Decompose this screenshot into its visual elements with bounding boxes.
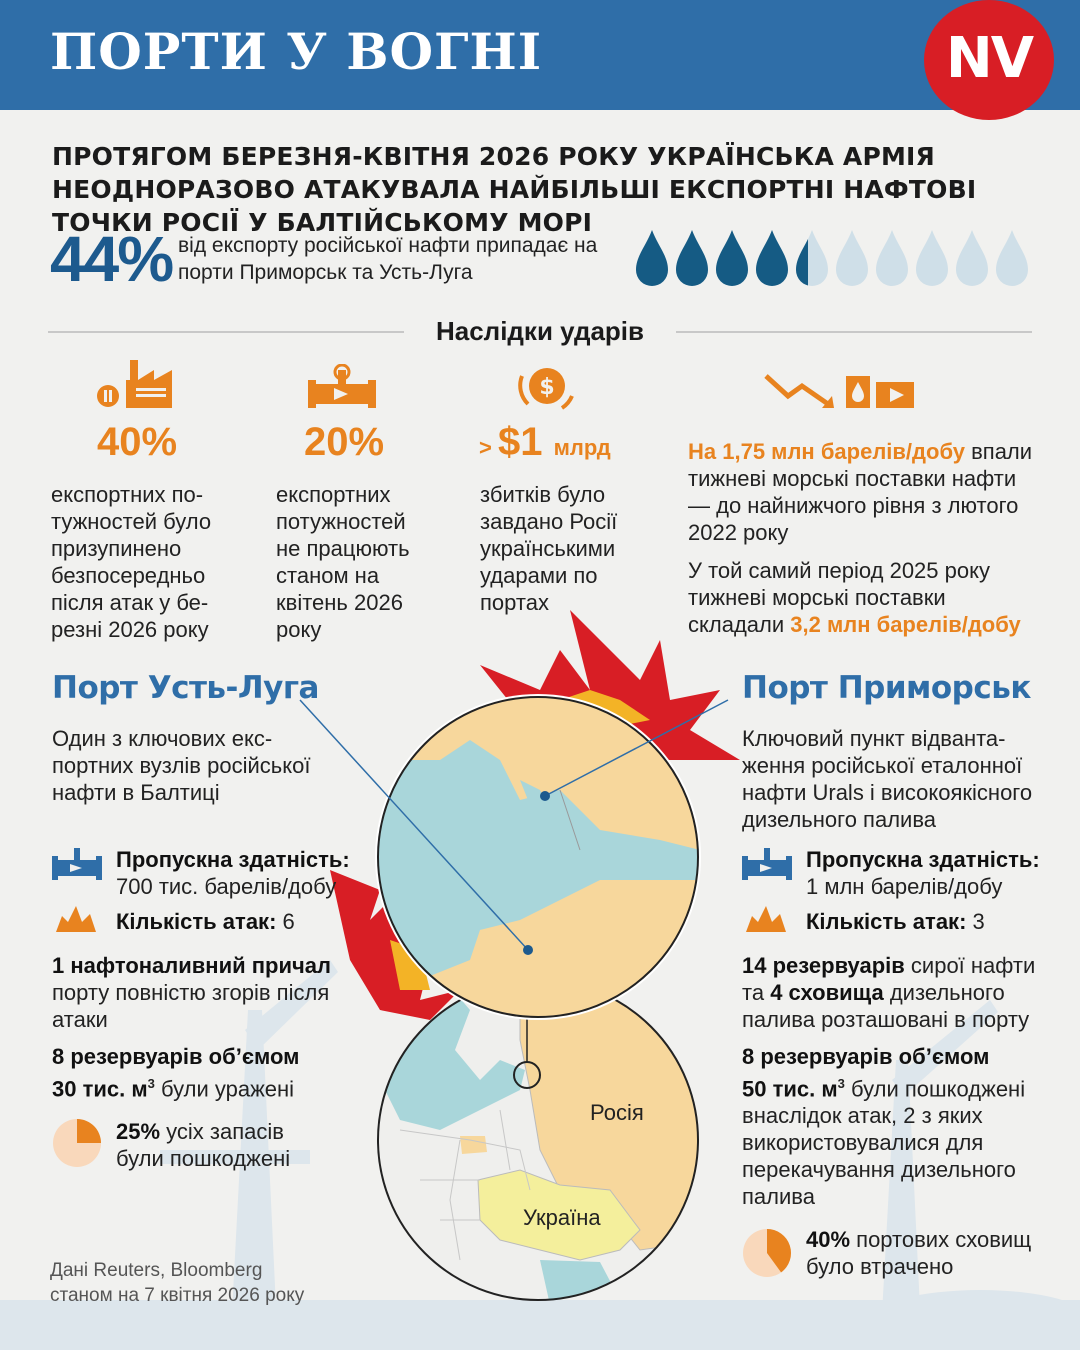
map-label-ukraine: Україна [523,1205,601,1230]
stat-unit-3: млрд [553,435,611,460]
attacks-label: Кількість атак: [806,909,967,934]
capacity-label: Пропускна здатність: [806,847,1040,872]
tanks-bold-1: 8 резервуарів об’ємом [52,1044,300,1069]
capacity-ust-luga [116,846,376,900]
attacks-ust-luga [116,908,295,935]
supply-highlight-2: 3,2 млн барелів/добу [790,612,1021,637]
pie-text-ust-luga [116,1118,356,1172]
pipeline-icon [742,846,792,880]
pie-text-2: були пошкоджені [116,1146,291,1171]
tanks-primorsk [742,1043,1052,1210]
port-title-primorsk: Порт Приморськ [742,670,1031,706]
stat-number-3: $1 [497,420,543,464]
pie-text-1: портових сховищ [850,1227,1032,1252]
tanks-text: були пошкоджені внаслідок атак, 2 з яких використовувалися для перекачування дизельного палива [742,1076,1026,1210]
supply-highlight-1: На 1,75 млн барелів/добу [688,439,965,464]
source-line-2: станом на 7 квітня 2026 року [50,1285,305,1306]
stat-text-3: збитків було завдано Росії українськими ударами по портах [480,482,618,615]
pie-primorsk [742,1228,792,1278]
stat-value-2: 20% [304,420,385,464]
tanks-ust-luga [52,1043,342,1102]
source-note [50,1258,304,1308]
berth-ust-luga [52,952,342,1033]
port-desc-ust-luga: Один з ключових екс-портних вузлів російської нафти в Балтиці [52,726,311,805]
pie-text-1: усіх запасів [160,1119,284,1144]
page-title: ПОРТИ У ВОГНІ [50,22,543,81]
svg-text:$: $ [539,375,555,400]
supply-text-2: У той самий період 2025 року тижневі морські поставки складали [688,558,990,637]
capacity-primorsk [806,846,1066,900]
storage-primorsk [742,952,1052,1033]
stat-prefix-3: > [479,435,498,460]
pie-bold: 25% [116,1119,161,1144]
tanks-text: були уражені [154,1076,295,1102]
pipeline-icon [52,846,102,880]
capacity-value: 700 тис. барелів/добу [116,874,337,899]
supply-text-1: впали тижневі морські поставки нафти — до найнижчого рівня з лютого 2022 року [688,439,1033,545]
berth-text: порту повністю згорів після атаки [52,980,330,1032]
tanks-bold-2: 30 тис. м [52,1076,148,1102]
storage-text-1: сирої нафти та [742,953,1036,1005]
storage-text-2: дизельного палива розташовані в порту [742,980,1030,1032]
storage-bold-2: 4 сховища [770,980,884,1005]
stat-value-1: 40% [97,420,178,464]
storage-bold-1: 14 резервуарів [742,953,905,978]
pie-text-2: було втрачено [806,1254,954,1279]
lead-text: ПРОТЯГОМ БЕРЕЗНЯ-КВІТНЯ 2026 РОКУ УКРАЇНСЬКА АРМІЯ НЕОДНОРАЗОВО АТАКУВАЛА НАЙБІЛЬШІ ЕКСПОРТНІ НАФТОВІ ТОЧКИ РОСІЇ У БАЛТІЙСЬКОМУ МОРІ [52,142,977,237]
capacity-value: 1 млн барелів/добу [806,874,1003,899]
port-desc-primorsk: Ключовий пункт відванта-ження російської еталонної нафти Urals і високоякісного дизельного палива [742,726,1033,832]
pie-ust-luga [52,1118,102,1168]
port-title-ust-luga: Порт Усть-Луга [52,670,319,706]
tanks-bold-2: 50 тис. м [742,1076,838,1102]
attacks-primorsk [806,908,985,935]
tanks-sup: 3 [147,1076,155,1091]
stat-text-2: експортних потужностей не працюють станом на квітень 2026 року [276,482,410,642]
nv-logo: NV [924,0,1054,120]
explosion-icon [56,906,96,932]
attacks-value: 3 [972,909,985,934]
pie-bold: 40% [806,1227,851,1252]
share-value: 44% [50,223,173,295]
capacity-label: Пропускна здатність: [116,847,350,872]
attacks-value: 6 [282,909,295,934]
source-line-1: Дані Reuters, Bloomberg [50,1260,263,1281]
tanks-bold-1: 8 резервуарів об’ємом [742,1044,990,1069]
section-title: Наслідки ударів [435,316,645,346]
berth-bold: 1 нафтоналивний причал [52,953,331,978]
share-text: від експорту російської нафти припадає на порти Приморськ та Усть-Луга [178,234,598,284]
marker-primorsk [540,791,550,801]
marker-ust-luga [523,945,533,955]
attacks-label: Кількість атак: [116,909,277,934]
tanks-sup: 3 [837,1076,845,1091]
map-label-russia: Росія [590,1100,644,1125]
stat-text-1: експортних по-тужностей було призупинено безпосередньо після атак у бе-резні 2026 року [51,482,212,642]
explosion-icon [746,906,786,932]
pie-text-primorsk [806,1226,1046,1280]
